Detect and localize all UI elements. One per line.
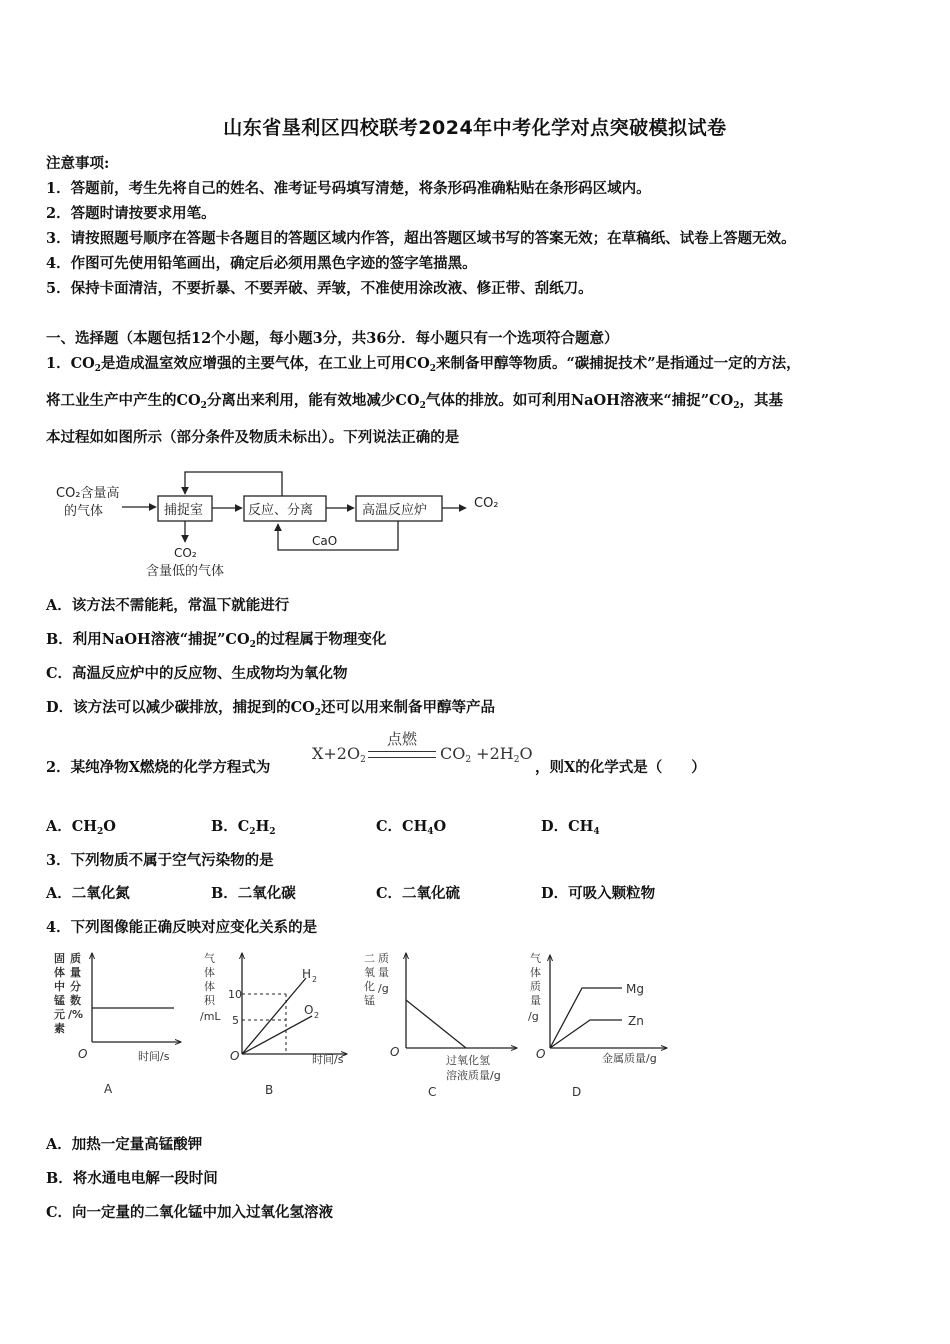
- svg-text:质: 质: [378, 952, 389, 965]
- svg-text:体: 体: [54, 966, 65, 979]
- svg-text:O: O: [390, 1045, 400, 1059]
- q2-option-d: D．$CH_4$: [541, 818, 600, 837]
- q3-option-c: C．二氧化硫: [376, 885, 461, 902]
- svg-text:量: 量: [378, 966, 389, 979]
- q4-graphs: [46, 948, 686, 1108]
- svg-text:固: 固: [54, 952, 65, 965]
- notice-item: 3．请按照题号顺序在答题卡各题目的答题区域内作答，超出答题区域书写的答案无效；在草稿纸、试卷上答题无效。: [46, 230, 796, 247]
- reaction-separation-label: 反应、分离: [248, 503, 314, 518]
- svg-text:/g: /g: [528, 1010, 539, 1023]
- graph-b: [200, 951, 346, 1097]
- notice-item: 2．答题时请按要求用笔。: [46, 205, 216, 222]
- notice-heading: 注意事项:: [46, 155, 110, 172]
- svg-text:金属质量/g: 金属质量/g: [602, 1052, 657, 1065]
- svg-text:过氧化氢: 过氧化氢: [446, 1054, 490, 1067]
- q4-option-a: A．加热一定量高锰酸钾: [46, 1136, 203, 1153]
- svg-text:D: D: [572, 1085, 582, 1099]
- svg-text:气: 气: [204, 952, 215, 965]
- svg-text:O: O: [304, 1003, 314, 1017]
- svg-text:元: 元: [54, 1008, 65, 1021]
- capture-chamber-label: 捕捉室: [164, 503, 204, 518]
- q2-option-a: A．$CH_2O$: [46, 818, 116, 837]
- svg-text:/%: /%: [68, 1008, 84, 1021]
- furnace-label: 高温反应炉: [362, 503, 428, 518]
- input-label-2: 的气体: [64, 504, 104, 519]
- svg-text:体: 体: [530, 966, 541, 979]
- svg-text:气: 气: [530, 952, 541, 965]
- svg-text:5: 5: [232, 1014, 239, 1027]
- svg-text:/g: /g: [378, 982, 389, 995]
- low-co2-label-2: 含量低的气体: [146, 564, 225, 579]
- q1-option-c: C．高温反应炉中的反应物、生成物均为氧化物: [46, 665, 348, 682]
- svg-text:体: 体: [204, 980, 215, 993]
- graph-a: [53, 951, 180, 1096]
- q2-option-b: B．$C_2H_2$: [211, 818, 276, 837]
- q4-option-c: C．向一定量的二氧化锰中加入过氧化氢溶液: [46, 1204, 334, 1221]
- svg-text:2: 2: [312, 975, 318, 984]
- svg-text:/mL: /mL: [200, 1010, 221, 1023]
- svg-text:O: O: [78, 1047, 88, 1061]
- q3-option-d: D．可吸入颗粒物: [541, 885, 656, 902]
- q1-option-a: A．该方法不需能耗，常温下就能进行: [46, 597, 290, 614]
- svg-text:时间/s: 时间/s: [312, 1053, 344, 1066]
- q3-option-b: B．二氧化碳: [211, 885, 296, 902]
- notice-item: 4．作图可先使用铅笔画出，确定后必须用黑色字迹的签字笔描黑。: [46, 255, 477, 272]
- svg-text:质: 质: [530, 980, 541, 993]
- svg-text:10: 10: [228, 988, 242, 1001]
- svg-text:中: 中: [54, 980, 65, 993]
- svg-text:O: O: [536, 1047, 546, 1061]
- svg-text:分: 分: [70, 980, 81, 993]
- svg-text:量: 量: [70, 966, 81, 979]
- notice-item: 1．答题前，考生先将自己的姓名、准考证号码填写清楚，将条形码准确粘贴在条形码区域内。: [46, 180, 651, 197]
- page-title: 山东省垦利区四校联考2024年中考化学对点突破模拟试卷: [223, 117, 727, 139]
- svg-text:溶液质量/g: 溶液质量/g: [446, 1069, 501, 1082]
- q4-stem: 4．下列图像能正确反映对应变化关系的是: [46, 919, 318, 936]
- q1-line3: 本过程如如图所示（部分条件及物质未标出）。下列说法正确的是: [46, 429, 460, 446]
- svg-text:C: C: [428, 1085, 437, 1099]
- graph-c: [364, 951, 516, 1099]
- low-co2-label-1: CO₂: [174, 546, 197, 560]
- svg-text:时间/s: 时间/s: [138, 1050, 170, 1063]
- svg-text:锰: 锰: [364, 994, 375, 1007]
- svg-text:素: 素: [54, 1022, 65, 1035]
- q3-option-a: A．二氧化氮: [46, 885, 130, 902]
- q2-option-c: C．$CH_4O$: [376, 818, 447, 837]
- svg-text:B: B: [265, 1083, 274, 1097]
- co2-capture-flow-diagram: [50, 466, 520, 584]
- q2-stem-tail: ，则X的化学式是（ ）: [535, 759, 706, 776]
- svg-text:二: 二: [364, 952, 375, 965]
- input-label-1: CO₂含量高: [56, 486, 120, 501]
- svg-text:H: H: [302, 967, 312, 981]
- svg-text:Mg: Mg: [626, 982, 644, 996]
- output-co2-label: CO₂: [474, 496, 499, 511]
- svg-text:O: O: [230, 1049, 240, 1063]
- svg-text:锰: 锰: [54, 994, 65, 1007]
- svg-text:氧: 氧: [364, 966, 375, 979]
- svg-text:质: 质: [70, 952, 81, 965]
- svg-text:体: 体: [204, 966, 215, 979]
- svg-text:A: A: [104, 1082, 113, 1096]
- svg-text:2: 2: [314, 1011, 320, 1020]
- svg-text:数: 数: [70, 994, 81, 1007]
- section-heading: 一、选择题（本题包括12个小题，每小题3分，共36分．每小题只有一个选项符合题意）: [46, 330, 619, 347]
- notice-item: 5．保持卡面清洁，不要折暴、不要弄破、弄皱，不准使用涂改液、修正带、刮纸刀。: [46, 280, 593, 297]
- q1-line2: 将工业生产中产生的$CO_2$分离出来利用，能有效地减少$CO_2$气体的排放。如可利用NaOH溶液来“捕捉$”CO_2$，其基: [46, 392, 783, 411]
- graph-d: [528, 951, 666, 1099]
- svg-text:积: 积: [204, 994, 215, 1007]
- q3-stem: 3．下列物质不属于空气污染物的是: [46, 852, 274, 869]
- q4-option-b: B．将水通电电解一段时间: [46, 1170, 218, 1187]
- q2-equation-right: $CO_2 +2H_2O$: [440, 744, 533, 765]
- q2-equation-condition: 点燃: [386, 730, 417, 748]
- svg-text:量: 量: [530, 994, 541, 1007]
- cao-label: CaO: [312, 534, 338, 548]
- svg-text:化: 化: [364, 980, 375, 993]
- q1-option-d: D．该方法可以减少碳排放，捕捉到的$CO_2$还可以用来制备甲醇等产品: [46, 699, 496, 718]
- q2-equation: $X+2O_2$: [312, 744, 366, 765]
- q2-equation-equals: [368, 751, 436, 758]
- q1-option-b: B．利用NaOH溶液“捕捉$”CO_2$的过程属于物理变化: [46, 631, 387, 650]
- q2-stem: 2．某纯净物X燃烧的化学方程式为: [46, 759, 271, 776]
- svg-text:Zn: Zn: [628, 1014, 644, 1028]
- q1-line1: 1．$CO_2$是造成温室效应增强的主要气体，在工业上可用$CO_2$来制备甲醇等物质。“碳捕捉技术”是指通过一定的方法，: [46, 355, 801, 374]
